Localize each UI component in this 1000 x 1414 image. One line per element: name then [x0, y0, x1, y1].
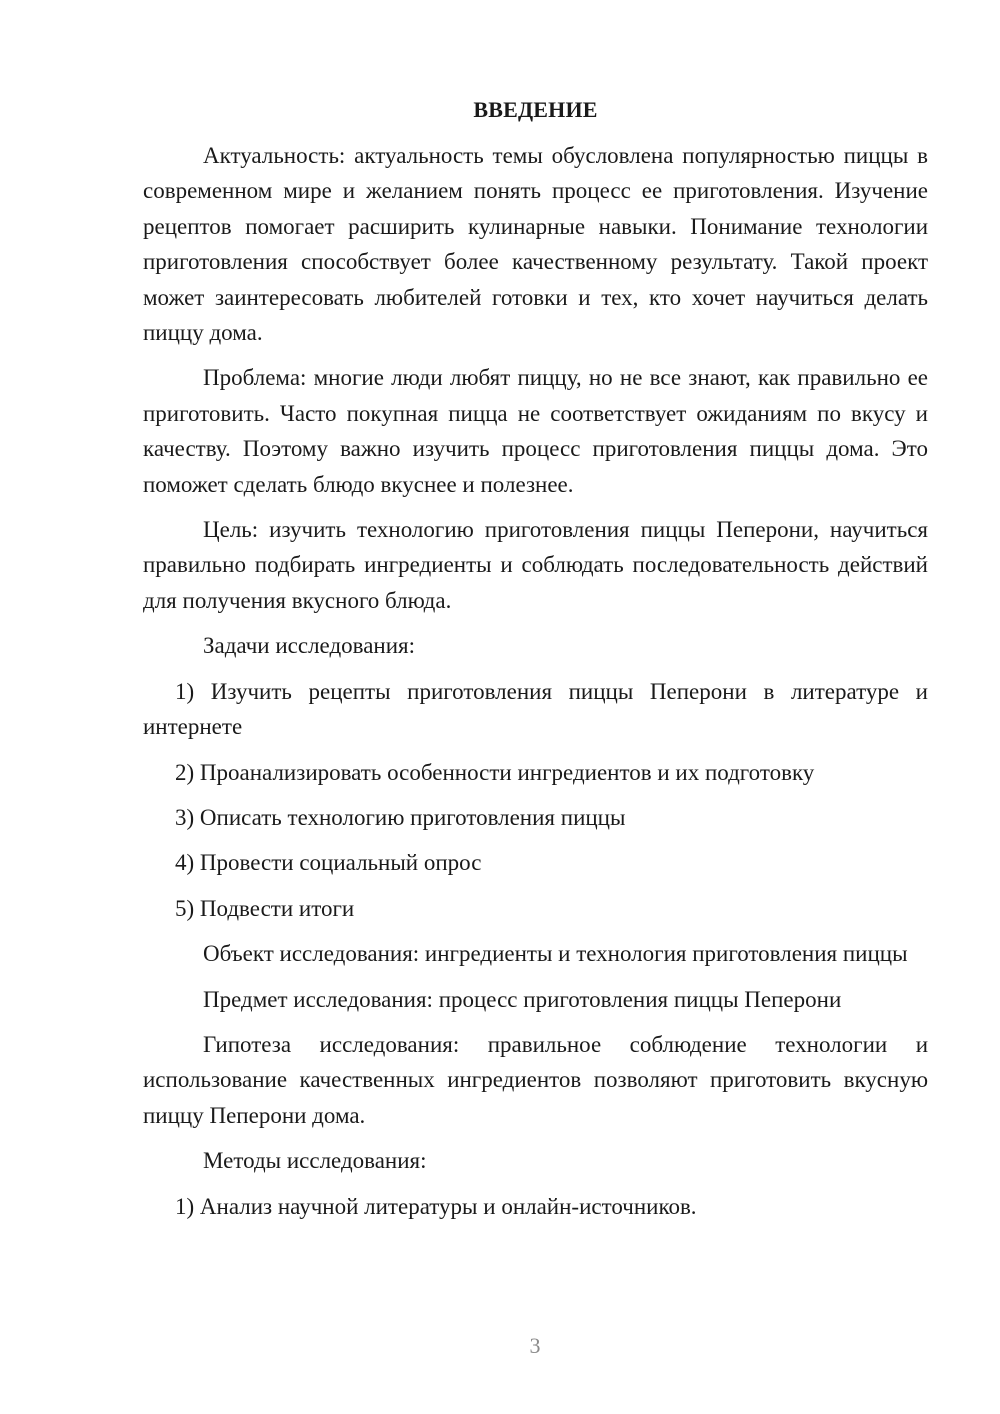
problem-paragraph: Проблема: многие люди любят пиццу, но не все знают, как правильно ее приготовить. Часто покупная пицца не соответствует ожиданиям по вкусу и качеству. Поэтому важно изучить процесс приготовления пиццы дома. Это поможет сделать блюдо вкуснее и полезнее.: [143, 365, 928, 497]
page-number: 3: [529, 1333, 541, 1358]
hypothesis-paragraph: Гипотеза исследования: правильное соблюдение технологии и использование качественных ингредиентов позволяют приготовить вкусную пиццу Пеперони дома.: [143, 1031, 928, 1128]
object-paragraph: Объект исследования: ингредиенты и технология приготовления пиццы: [203, 941, 908, 967]
methods-heading: Методы исследования:: [203, 1148, 427, 1174]
goal-paragraph: Цель: изучить технологию приготовления пиццы Пеперони, научиться правильно подбирать ингредиенты и соблюдать последовательность действий для получения вкусного блюда.: [143, 517, 928, 613]
task-item-2: 2) Проанализировать особенности ингредиентов и их подготовку: [175, 759, 815, 785]
tasks-heading: Задачи исследования:: [203, 633, 416, 659]
page-title: ВВЕДЕНИЕ: [473, 97, 598, 122]
task-item-1: 1) Изучить рецепты приготовления пиццы Пеперони в литературе и интернете: [143, 678, 928, 740]
document-page: [143, 92, 928, 1234]
relevance-paragraph: Актуальность: актуальность темы обусловлена популярностью пиццы в современном мире и желанием понять процесс ее приготовления. Изучение рецептов помогает расширить кулинарные навыки. Понимание технологии приготовления способствует более качественному результату. Такой проект может заинтересовать любителей готовки и тех, кто хочет научиться делать пиццу дома.: [143, 143, 928, 346]
task-item-4: 4) Провести социальный опрос: [175, 850, 482, 876]
subject-paragraph: Предмет исследования: процесс приготовления пиццы Пеперони: [203, 986, 842, 1012]
task-item-3: 3) Описать технологию приготовления пиццы: [175, 804, 626, 830]
method-item-1: 1) Анализ научной литературы и онлайн-источников.: [175, 1193, 697, 1219]
task-item-5: 5) Подвести итоги: [175, 895, 355, 921]
